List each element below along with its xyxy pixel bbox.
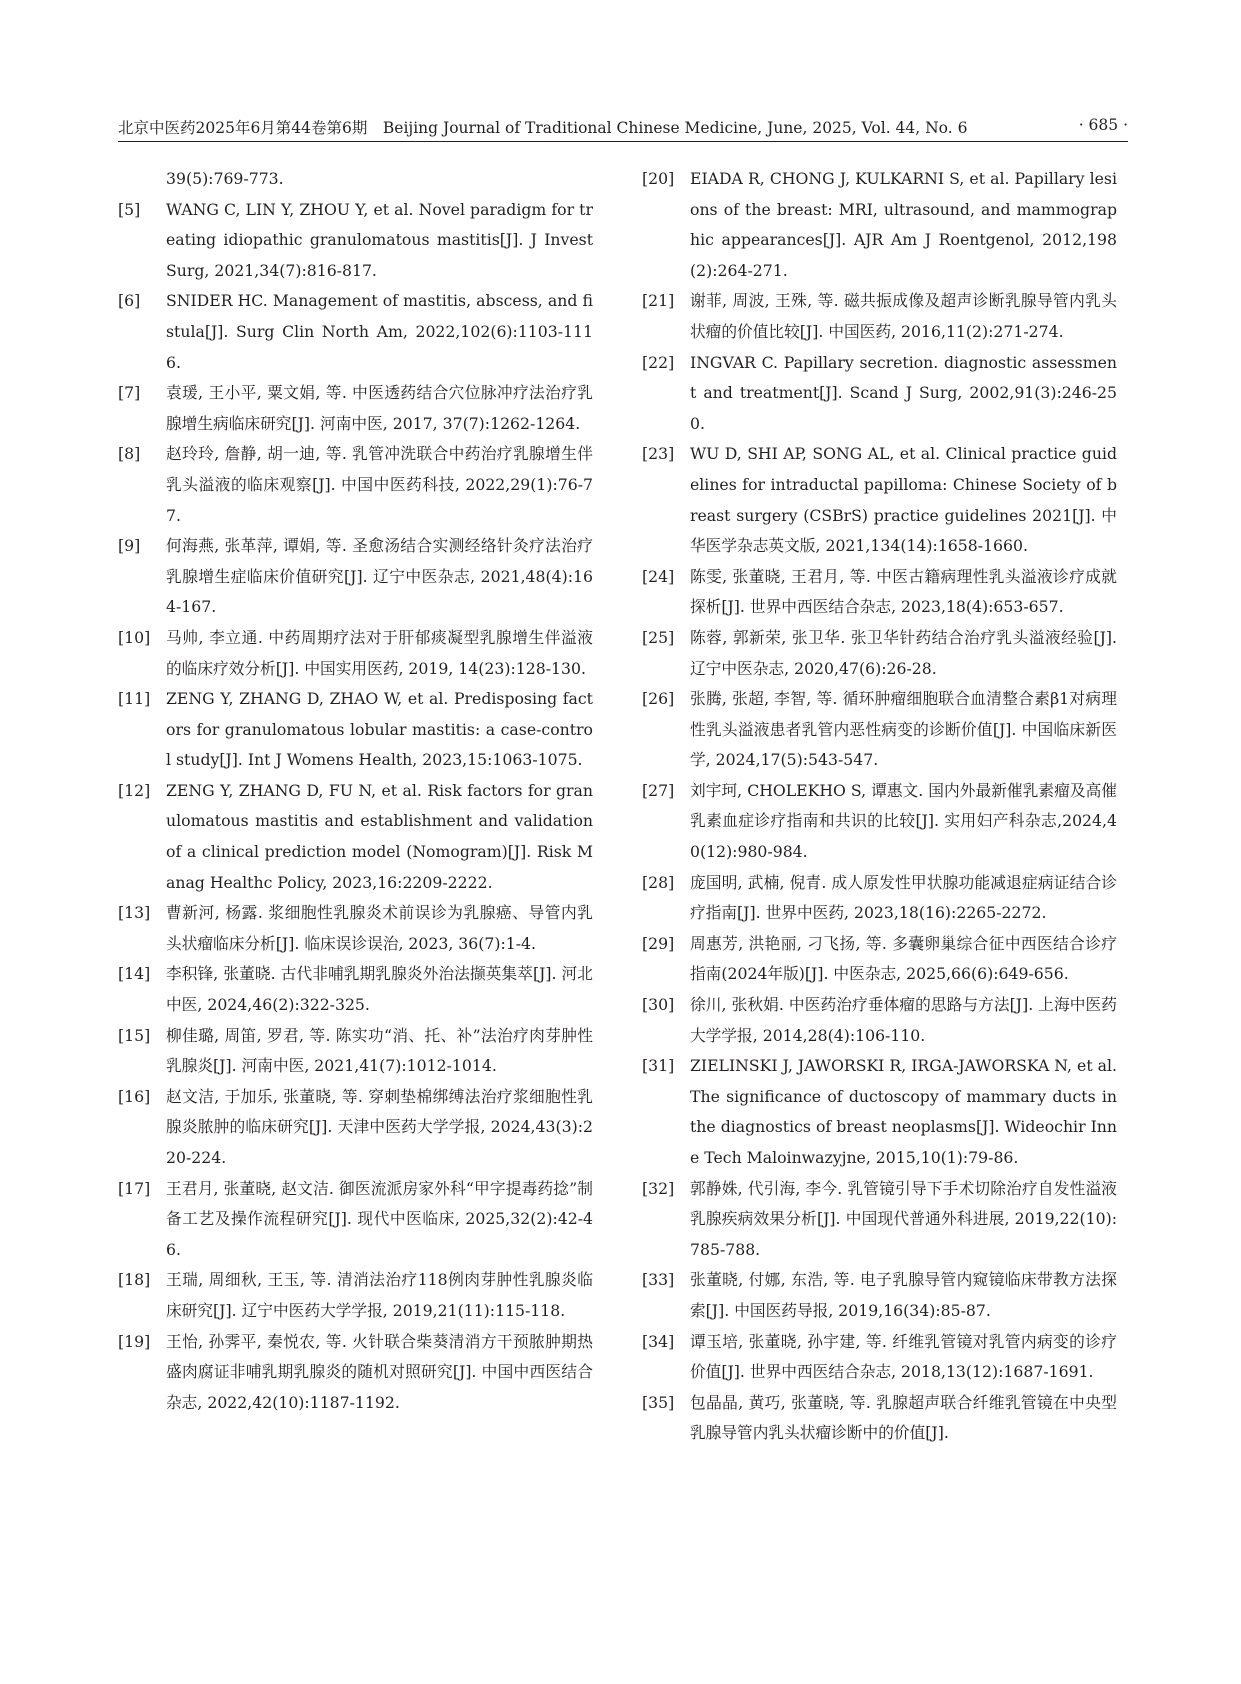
reference-item bbox=[642, 1051, 1117, 1173]
reference-text: 庞国明, 武楠, 倪青. 成人原发性甲状腺功能减退症病证结合诊疗指南[J]. 世界中医药, 2023,18(16):2265-2272. bbox=[690, 872, 1117, 923]
reference-text: ZIELINSKI J, JAWORSKI R, IRGA-JAWORSKA N, et al. The significance of ductoscopy of mammary ducts in the diagnostics of breast neoplasms[J]. Wideochir Inne Tech Maloinwazyjne, 2015,10(1):79-86. bbox=[690, 1056, 1117, 1167]
reference-number: [32] bbox=[642, 1178, 675, 1198]
reference-item bbox=[118, 439, 593, 531]
reference-text: 曹新河, 杨露. 浆细胞性乳腺炎术前误诊为乳腺癌、导管内乳头状瘤临床分析[J]. 临床误诊误治, 2023, 36(7):1-4. bbox=[166, 903, 593, 953]
reference-number: [25] bbox=[642, 627, 675, 647]
reference-number: [35] bbox=[642, 1392, 675, 1412]
reference-number: [22] bbox=[642, 352, 675, 372]
reference-item bbox=[118, 1327, 593, 1419]
reference-text: 王瑞, 周细秋, 王玉, 等. 清消法治疗118例肉芽肿性乳腺炎临床研究[J]. 辽宁中医药大学学报, 2019,21(11):115-118. bbox=[166, 1270, 593, 1320]
reference-text: 张董晓, 付娜, 东浩, 等. 电子乳腺导管内窥镜临床带教方法探索[J]. 中国医药导报, 2019,16(34):85-87. bbox=[690, 1270, 1117, 1320]
reference-text: 谢菲, 周波, 王殊, 等. 磁共振成像及超声诊断乳腺导管内乳头状瘤的价值比较[J]. 中国医药, 2016,11(2):271-274. bbox=[690, 291, 1117, 341]
reference-number: [15] bbox=[118, 1025, 151, 1045]
reference-number: [26] bbox=[642, 689, 675, 709]
reference-item bbox=[642, 1388, 1117, 1449]
reference-item bbox=[118, 1021, 593, 1082]
reference-number: [17] bbox=[118, 1178, 151, 1198]
reference-item bbox=[118, 959, 593, 1020]
reference-text: 马帅, 李立通. 中药周期疗法对于肝郁痰凝型乳腺增生伴溢液的临床疗效分析[J]. 中国实用医药, 2019, 14(23):128-130. bbox=[166, 627, 593, 678]
reference-item bbox=[118, 195, 593, 287]
reference-text: 陈雯, 张董晓, 王君月, 等. 中医古籍病理性乳头溢液诊疗成就探析[J]. 世界中西医结合杂志, 2023,18(4):653-657. bbox=[690, 566, 1117, 617]
reference-continuation: 39(5):769-773. bbox=[166, 169, 284, 188]
reference-text: 袁瑗, 王小平, 粟文娟, 等. 中医透药结合穴位脉冲疗法治疗乳腺增生病临床研究[J]. 河南中医, 2017, 37(7):1262-1264. bbox=[166, 383, 593, 433]
reference-text: WANG C, LIN Y, ZHOU Y, et al. Novel paradigm for treating idiopathic granulomatous mastitis[J]. J Invest Surg, 2021,34(7):816-817. bbox=[166, 199, 593, 280]
reference-number: [19] bbox=[118, 1331, 151, 1351]
reference-number: [29] bbox=[642, 933, 675, 953]
reference-number: [12] bbox=[118, 780, 151, 800]
reference-text: 谭玉培, 张董晓, 孙宇建, 等. 纤维乳管镜对乳管内病变的诊疗价值[J]. 世界中西医结合杂志, 2018,13(12):1687-1691. bbox=[690, 1331, 1117, 1382]
reference-item bbox=[642, 1174, 1117, 1266]
reference-text: 王君月, 张董晓, 赵文洁. 御医流派房家外科“甲字提毒药捻”制备工艺及操作流程研究[J]. 现代中医临床, 2025,32(2):42-46. bbox=[166, 1178, 593, 1259]
reference-text: 赵文洁, 于加乐, 张董晓, 等. 穿刺垫棉绑缚法治疗浆细胞性乳腺炎脓肿的临床研究[J]. 天津中医药大学学报, 2024,43(3):220-224. bbox=[166, 1086, 593, 1167]
header-rule bbox=[118, 141, 1128, 142]
reference-number: [28] bbox=[642, 872, 675, 892]
reference-item bbox=[118, 623, 593, 684]
reference-item bbox=[118, 1265, 593, 1326]
reference-item bbox=[642, 929, 1117, 990]
reference-number: [10] bbox=[118, 627, 151, 647]
reference-number: [34] bbox=[642, 1331, 675, 1351]
reference-text: 刘宇珂, CHOLEKHO S, 谭惠文. 国内外最新催乳素瘤及高催乳素血症诊疗指南和共识的比较[J]. 实用妇产科杂志,2024,40(12):980-984. bbox=[690, 780, 1117, 862]
reference-number: [27] bbox=[642, 780, 675, 800]
reference-text: SNIDER HC. Management of mastitis, abscess, and fistula[J]. Surg Clin North Am, 2022,102(6):1103-1116. bbox=[166, 291, 593, 372]
reference-item bbox=[118, 898, 593, 959]
reference-item bbox=[642, 286, 1117, 347]
reference-number: [5] bbox=[118, 199, 141, 219]
reference-text: 徐川, 张秋娟. 中医药治疗垂体瘤的思路与方法[J]. 上海中医药大学学报, 2014,28(4):106-110. bbox=[690, 995, 1117, 1045]
reference-number: [9] bbox=[118, 536, 141, 556]
reference-column-right bbox=[642, 164, 1117, 1449]
reference-number: [6] bbox=[118, 291, 141, 311]
reference-text: 郭静姝, 代引海, 李今. 乳管镜引导下手术切除治疗自发性溢液乳腺疾病效果分析[J]. 中国现代普通外科进展, 2019,22(10):785-788. bbox=[690, 1178, 1117, 1259]
page-number: · 685 · bbox=[1078, 116, 1128, 134]
reference-item bbox=[642, 623, 1117, 684]
reference-item bbox=[118, 684, 593, 776]
reference-item bbox=[118, 286, 593, 378]
reference-text: INGVAR C. Papillary secretion. diagnostic assessment and treatment[J]. Scand J Surg, 2002,91(3):246-250. bbox=[690, 352, 1117, 433]
running-header bbox=[118, 112, 1128, 142]
reference-item bbox=[642, 1265, 1117, 1326]
reference-number: [20] bbox=[642, 169, 675, 188]
reference-text: 王怡, 孙霁平, 秦悦农, 等. 火针联合柴葵清消方干预脓肿期热盛肉腐证非哺乳期乳腺炎的随机对照研究[J]. 中国中西医结合杂志, 2022,42(10):1187-1192. bbox=[166, 1331, 593, 1412]
reference-number: [14] bbox=[118, 964, 151, 984]
reference-text: 何海燕, 张革萍, 谭娟, 等. 圣愈汤结合实测经络针灸疗法治疗乳腺增生症临床价值研究[J]. 辽宁中医杂志, 2021,48(4):164-167. bbox=[166, 536, 593, 617]
reference-item bbox=[642, 348, 1117, 440]
reference-item bbox=[642, 684, 1117, 776]
reference-item bbox=[642, 868, 1117, 929]
reference-number: [21] bbox=[642, 291, 675, 311]
reference-number: [7] bbox=[118, 383, 141, 403]
reference-text: 张腾, 张超, 李智, 等. 循环肿瘤细胞联合血清整合素β1对病理性乳头溢液患者乳管内恶性病变的诊断价值[J]. 中国临床新医学, 2024,17(5):543-547. bbox=[690, 689, 1117, 770]
reference-text: ZENG Y, ZHANG D, ZHAO W, et al. Predisposing factors for granulomatous lobular mastitis: a case-control study[J]. Int J Womens Health, 2023,15:1063-1075. bbox=[166, 689, 593, 770]
reference-item bbox=[118, 1174, 593, 1266]
reference-number: [30] bbox=[642, 995, 675, 1015]
reference-number: [16] bbox=[118, 1086, 151, 1106]
reference-item bbox=[642, 990, 1117, 1051]
reference-item bbox=[118, 1082, 593, 1174]
reference-text: 周惠芳, 洪艳丽, 刁飞扬, 等. 多囊卵巢综合征中西医结合诊疗指南(2024年版)[J]. 中医杂志, 2025,66(6):649-656. bbox=[690, 933, 1117, 984]
reference-number: [11] bbox=[118, 689, 151, 709]
reference-number: [8] bbox=[118, 444, 141, 464]
reference-number: [31] bbox=[642, 1056, 675, 1076]
reference-item bbox=[118, 378, 593, 439]
reference-item bbox=[642, 776, 1117, 868]
reference-number: [13] bbox=[118, 903, 151, 923]
reference-item bbox=[118, 531, 593, 623]
reference-item bbox=[642, 1327, 1117, 1388]
reference-text: EIADA R, CHONG J, KULKARNI S, et al. Papillary lesions of the breast: MRI, ultrasound, and mammographic appearances[J]. AJR Am J Roentgenol, 2012,198(2):264-271. bbox=[690, 169, 1117, 280]
reference-item bbox=[118, 776, 593, 898]
reference-number: [18] bbox=[118, 1270, 151, 1290]
reference-text: ZENG Y, ZHANG D, FU N, et al. Risk factors for granulomatous mastitis and establishment and validation of a clinical prediction model (Nomogram)[J]. Risk Manag Healthc Policy, 2023,16:2209-2222. bbox=[166, 780, 593, 892]
reference-number: [24] bbox=[642, 566, 675, 586]
reference-item bbox=[642, 439, 1117, 561]
reference-text: 陈蓉, 郭新荣, 张卫华. 张卫华针药结合治疗乳头溢液经验[J]. 辽宁中医杂志, 2020,47(6):26-28. bbox=[690, 627, 1117, 678]
reference-text: WU D, SHI AP, SONG AL, et al. Clinical practice guidelines for intraductal papilloma: Chinese Society of breast surgery (CSBrS) practice guidelines 2021[J]. 中华医学杂志英文版, 2021,134(14):1658-1660. bbox=[690, 444, 1117, 556]
reference-text: 李积锋, 张董晓. 古代非哺乳期乳腺炎外治法撷英集萃[J]. 河北中医, 2024,46(2):322-325. bbox=[166, 964, 593, 1015]
reference-number: [33] bbox=[642, 1270, 675, 1290]
reference-number: [23] bbox=[642, 444, 675, 464]
reference-item bbox=[642, 164, 1117, 286]
reference-text: 包晶晶, 黄巧, 张董晓, 等. 乳腺超声联合纤维乳管镜在中央型乳腺导管内乳头状瘤诊断中的价值[J]. bbox=[690, 1392, 1117, 1443]
reference-item bbox=[642, 562, 1117, 623]
journal-header: 北京中医药2025年6月第44卷第6期 Beijing Journal of Traditional Chinese Medicine, June, 2025, Vol. 44, No. 6 bbox=[118, 119, 968, 137]
reference-column-left bbox=[118, 164, 593, 1418]
reference-text: 赵玲玲, 詹静, 胡一迪, 等. 乳管冲洗联合中药治疗乳腺增生伴乳头溢液的临床观察[J]. 中国中医药科技, 2022,29(1):76-77. bbox=[166, 444, 593, 525]
reference-text: 柳佳璐, 周笛, 罗君, 等. 陈实功“消、托、补”法治疗肉芽肿性乳腺炎[J]. 河南中医, 2021,41(7):1012-1014. bbox=[166, 1025, 593, 1076]
